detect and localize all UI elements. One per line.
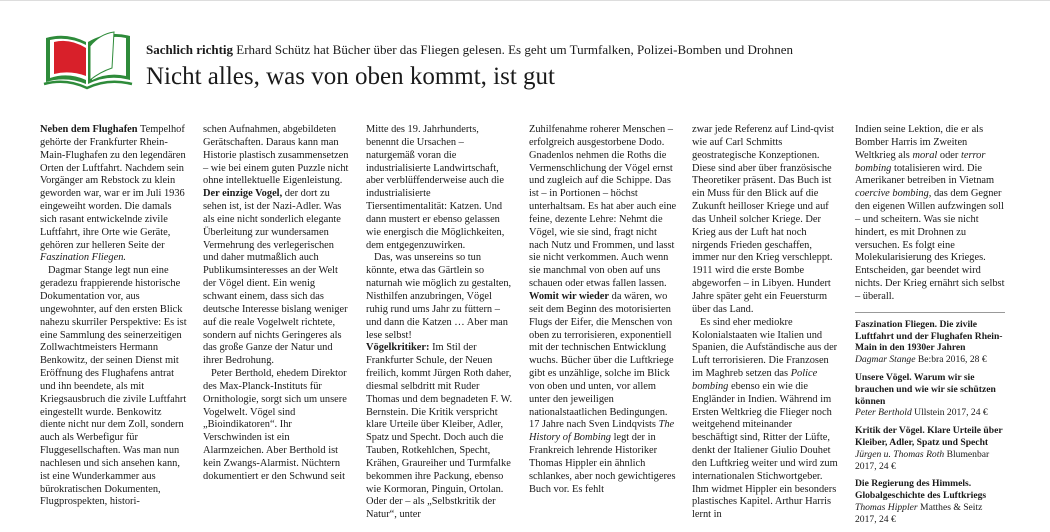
paragraph — [529, 291, 677, 497]
book-title: Unsere Vögel. Warum wir sie brauchen und wie wir sie schützen können — [855, 372, 996, 407]
paragraph — [692, 317, 840, 523]
text: der dort zu sehen ist, ist der Nazi-Adler. Was als eine nicht sonderlich elegante Überleitung zur wundersamen Vermehrung des verlegerischen und daher mutmaßlich auch Publikumsinteresses an der Welt der Vögel dient. Ein wenig schwant einem, dass sich das deutsche Interesse bislang weniger auf die reale Vogelwelt richtete, sondern auf nichts Geringeres als das große Ganze der Natur und ihrer Bedrohung. — [203, 188, 348, 367]
italic-text: The History of Bombing — [529, 419, 675, 444]
book-author: Peter Berthold — [855, 407, 912, 419]
lead-in: Der einzige Vogel, — [203, 188, 283, 200]
book-entry — [855, 478, 1005, 525]
paragraph: Mitte des 19. Jahrhunderts, benennt die Ursachen – naturgemäß voran die industrialisierte Landwirtschaft, aber verblüffenderweise auch die industrialisierte Tiersentimentalität: Katzen. Und dann mustert er ebenso gelassen wie energisch die Möglichkeiten, dem entgegenzuwirken. — [366, 124, 505, 251]
book-entry — [855, 319, 1005, 366]
book-publisher: Blumenbar 2017, 24 € — [855, 448, 990, 472]
book-publisher: Ullstein 2017, 24 € — [911, 407, 988, 419]
open-book-icon — [40, 28, 135, 92]
text: totalisieren wird. Die Amerikaner betreiben in Vietnam — [855, 162, 995, 187]
book-title: Kritik der Vögel. Klare Urteile über Kleiber, Adler, Spatz und Specht — [855, 425, 1003, 448]
column-5 — [692, 124, 840, 522]
paragraph: Dagmar Stange legt nun eine geradezu frappierende historische Dokumentation vor, aus ungewohnter, auf den ersten Blick nahezu skurriler Perspektive: Es ist eine Sammlung des seinerzeitigen Zollwachtmeisters Hermann Benkowitz, der seinen Dienst mit Eröffnung des Flughafens antrat und ihn beendete, als mit Kriegsausbruch die zivile Luftfahrt eingestellt wurde. Benkowitz diente nicht nur dem Zoll, sondern auch als Werbefigur für Fluggesellschaften. Was man nun nachlesen und sich ansehen kann, ist eine Wunderkammer aus bürokratischen Dokumenten, Flugprospekten, histori- — [40, 265, 187, 508]
paragraph — [203, 188, 351, 368]
text: ebenso ein wie die Engländer in Indien. Während im Ersten Weltkrieg die Flieger noch weitgehend miteinander beschäftigt sind, Ritter der Lüfte, denkt der Italiener Giulio Douhet den Luftkrieg weiter und wird zum internationalen Stichwortgeber. Ihm widmet Hippler ein besonders plastisches Kapitel. Arthur Harris lernt in — [692, 380, 838, 521]
top-rule — [0, 0, 1050, 1]
lead-in: Neben dem Flughafen — [40, 124, 138, 135]
paragraph: schen Aufnahmen, abgebildeten Gerätschaften. Daraus kann man Historie plastisch zusammensetzen – wie bei einem guten Puzzle nicht ohne intellektuelle Eigenleistung. — [203, 124, 349, 187]
lead-in: Vögelkritiker: — [366, 342, 430, 354]
book-publisher: Be:bra 2016, 28 € — [915, 354, 987, 366]
kicker — [146, 42, 1026, 58]
book-author: Thomas Hippler — [855, 501, 918, 513]
italic-text: Police bombing — [692, 368, 818, 392]
text: das dem Gegner den eigenen Willen aufzwingen soll – und scheitern. Was sie nicht hindert, es mit Drohnen zu versuchen. Es folgt eine Molekularisierung des Krieges. Entscheiden, gar beendet wird nichts. Der Krieg ernährt sich selbst – überall. — [855, 188, 1005, 302]
text: da wären, wo seit dem Beginn des motorisierten Flugs der Eifer, die Menschen von oben zu terrorisieren, exponentiell mit der technischen Entwicklung wuchs. Bücher über die Luftkriege gibt es unzählige, solche im Blick von oben und unten, vor allem unter den jeweiligen nationalstaatlichen Bedingungen. 17 Jahre nach Sven Lindqvists — [529, 290, 674, 431]
book-publisher: Matthes & Seitz 2017, 24 € — [855, 501, 983, 525]
italic-text: coercive bombing, — [855, 188, 932, 200]
paragraph: Das, was unsereins so tun könnte, etwa das Gärtlein so naturnah wie möglich zu gestalten, Nisthilfen anzubringen, Vögel ruhig rund ums Jahr zu füttern – und dann die Katzen … Aber man lese selbst! — [366, 252, 512, 341]
paragraph — [40, 124, 188, 265]
book-entry — [855, 425, 1005, 472]
book-title: Die Regierung des Himmels. Globalgeschichte des Luftkriegs — [855, 478, 987, 502]
page-title: Nicht alles, was von oben kommt, ist gut — [146, 63, 555, 90]
column-2 — [203, 124, 351, 484]
column-3 — [366, 124, 514, 522]
book-author: Jürgen u. Thomas Roth — [855, 448, 945, 460]
italic-text: terror bombing — [855, 149, 986, 174]
italic-text: Faszination Fliegen. — [40, 252, 127, 264]
book-entry — [855, 372, 1005, 419]
text: legt der in Frankreich lehrende Historiker Thomas Hippler ein ähnlich schlankes, aber noch gewichtigeres Buch vor. Es fehlt — [529, 432, 676, 495]
italic-text: moral — [912, 149, 938, 161]
kicker-text: Erhard Schütz hat Bücher über das Fliegen gelesen. Es geht um Turmfalken, Polizei-Bomben und Drohnen — [233, 42, 793, 57]
column-6 — [855, 124, 1005, 532]
text: Im Stil der Frankfurter Schule, der Neuen freilich, kommt Jürgen Roth daher, diesmal selbdritt mit Ruder Thomas und dem begnadeten F. W. Bernstein. Die Kritik verspricht klare Urteile über Kleiber, Adler, Spatz und Specht. Doch auch die Tauben, Rotkehlchen, Specht, Krähen, Graureiher und Turmfalke bekommen ihre Packung, ebenso wie Kormoran, Pinguin, Ortolan. Oder der – als „Selbstkritik der Natur“, unter — [366, 342, 513, 521]
paragraph — [366, 342, 514, 522]
paragraph: zwar jede Referenz auf Lind-qvist wie auf Carl Schmitts geostrategische Konzeptionen. Diese sind aber über französische Theoretiker präsent. Das Buch ist ein Muss für den Blick auf die Zukunft heilloser Kriege und auf das Unheil solcher Kriege. Der Krieg aus der Luft hat noch nirgends Frieden geschaffen, immer nur den Krieg verschleppt. 1911 wird die erste Bombe abgeworfen – in Libyen. Hundert Jahre später geht ein Feuersturm über das Land. — [692, 124, 834, 315]
column-4 — [529, 124, 677, 496]
paragraph: Peter Berthold, ehedem Direktor des Max-Planck-Instituts für Ornithologie, sorgt sich um unsere Vogelwelt. Vögel sind „Bioindikatoren“. Ihr Verschwinden ist ein Alarmzeichen. Aber Berthold ist kein Zwangs-Alarmist. Nüchtern dokumentiert er den Schwund seit — [203, 368, 347, 482]
text: Tempelhof gehörte der Frankfurter Rhein-Main-Flughafen zu den legendären Orten der Luftfahrt. Nachdem sein Vorgänger am Rebstock zu klein geworden war, war er im Juli 1936 eingeweiht worden. Die damals sich rasant entwickelnde zivile Luftfahrt, ihre Orte wie Geräte, gehören zur helleren Seite der — [40, 124, 186, 251]
book-list — [855, 312, 1005, 526]
book-author: Dagmar Stange — [855, 354, 916, 366]
book-title: Faszination Fliegen. Die zivile Luftfahrt und der Flughafen Rhein-Main in den 1930er Jahren — [855, 318, 1003, 354]
text: Indien seine Lektion, die er als Bomber Harris im Zweiten Weltkrieg als — [855, 124, 984, 161]
column-1 — [40, 124, 188, 509]
paragraph — [855, 124, 1005, 304]
kicker-bold: Sachlich richtig — [146, 42, 234, 57]
text: oder — [937, 149, 961, 161]
text: Es sind eher mediokre Kolonialstaaten wie Italien und Spanien, die Aufständische aus der Luft terrorisieren. Die Franzosen im Maghreb setzen das — [692, 316, 838, 380]
lead-in: Womit wir wieder — [529, 290, 610, 302]
paragraph: Zuhilfenahme roherer Menschen – erfolgreich ausgestorbene Dodo. Gnadenlos nehmen die Roths die Vermenschlichung der Vögel ernst und zugleich auf die Schippe. Das ist – in Portionen – höchst unterhaltsam. Es hat aber auch eine feine, dezente Lehre: Nehmt die Vögel, wie sie sind, fragt nicht nach Nutz und Frommen, und lasst sie nicht verkommen. Auch wenn sie manchmal von oben auf uns schauen oder etwas fallen lassen. — [529, 124, 677, 290]
